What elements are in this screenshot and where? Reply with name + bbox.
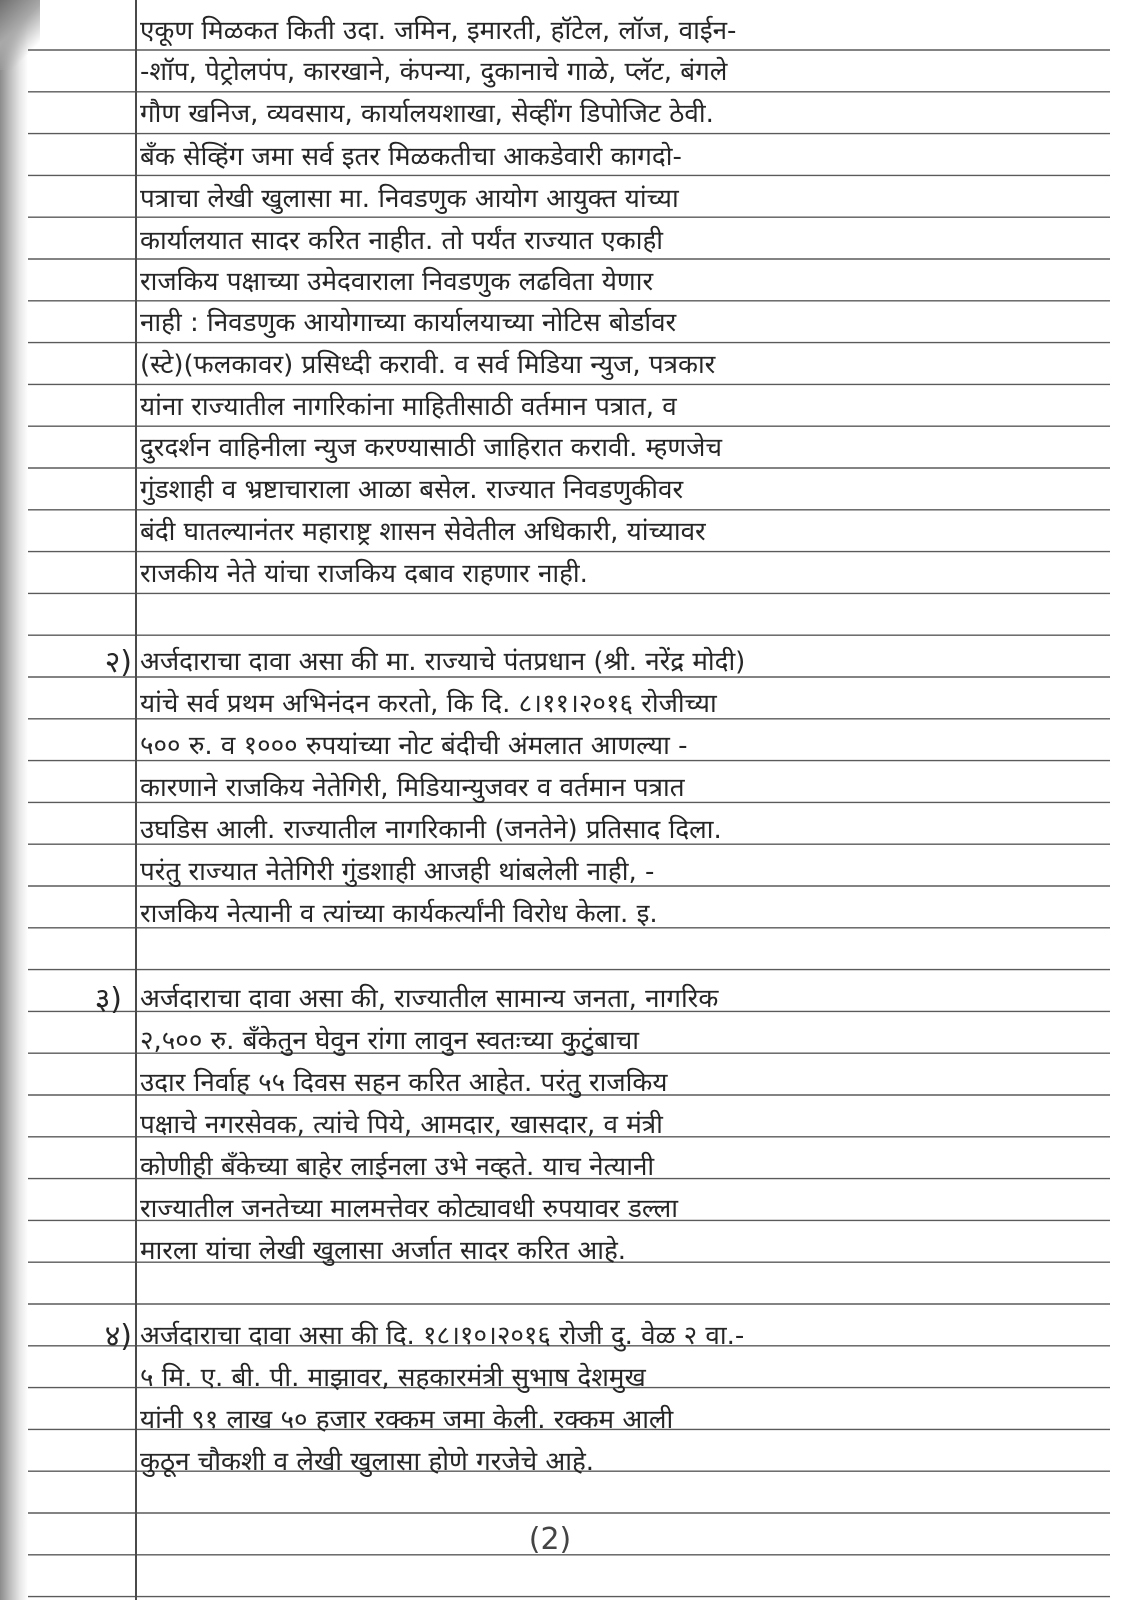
text-line: राजकिय पक्षाच्या उमेदवाराला निवडणुक लढविता येणार [140, 267, 654, 297]
text-line: उघडिस आली. राज्यातील नागरिकानी (जनतेने) प्रतिसाद दिला. [140, 815, 722, 845]
text-line: कारणाने राजकिय नेतेगिरी, मिडियान्युजवर व वर्तमान पत्रात [140, 773, 685, 803]
text-line: राजकिय नेत्यानी व त्यांच्या कार्यकर्त्यांनी विरोध केला. इ. [140, 899, 658, 929]
text-line: यांना राज्यातील नागरिकांना माहितीसाठी वर्तमान पत्रात, व [140, 392, 677, 422]
text-line: यांनी ९१ लाख ५० हजार रक्कम जमा केली. रक्कम आली [140, 1405, 674, 1435]
text-line: अर्जदाराचा दावा असा की दि. १८।१०।२०१६ रोजी दु. वेळ २ वा.- [140, 1321, 745, 1351]
text-line: दुरदर्शन वाहिनीला न्युज करण्यासाठी जाहिरात करावी. म्हणजेच [140, 433, 722, 463]
text-line: गुंडशाही व भ्रष्टाचाराला आळा बसेल. राज्यात निवडणुकीवर [140, 475, 684, 505]
text-line: मारला यांचा लेखी खुलासा अर्जात सादर करित आहे. [140, 1236, 627, 1266]
text-line: २,५०० रु. बँकेतुन घेवुन रांगा लावुन स्वतःच्या कुटुंबाचा [140, 1026, 639, 1056]
text-line: अर्जदाराचा दावा असा की मा. राज्याचे पंतप्रधान (श्री. नरेंद्र मोदी) [140, 647, 746, 677]
text-line: -शॉप, पेट्रोलपंप, कारखाने, कंपन्या, दुकानाचे गाळे, प्लॅट, बंगले [140, 57, 728, 87]
text-line: कुठून चौकशी व लेखी खुलासा होणे गरजेचे आहे. [140, 1447, 595, 1477]
text-line: उदार निर्वाह ५५ दिवस सहन करित आहेत. परंतु राजकिय [140, 1068, 668, 1098]
text-line: गौण खनिज, व्यवसाय, कार्यालयशाखा, सेव्हींग डिपोजिट ठेवी. [140, 99, 714, 129]
text-line: कार्यालयात सादर करित नाहीत. तो पर्यंत राज्यात एकाही [140, 226, 664, 256]
text-line: नाही : निवडणुक आयोगाच्या कार्यालयाच्या नोटिस बोर्डावर [140, 308, 677, 338]
text-line: ५ मि. ए. बी. पी. माझावर, सहकारमंत्री सुभाष देशमुख [140, 1363, 646, 1393]
text-line: राजकीय नेते यांचा राजकिय दबाव राहणार नाही. [140, 559, 588, 589]
text-line: परंतु राज्यात नेतेगिरी गुंडशाही आजही थांबलेली नाही, - [140, 857, 655, 887]
text-line: एकूण मिळकत किती उदा. जमिन, इमारती, हॉटेल, लॉज, वाईन- [140, 16, 737, 46]
text-line: (स्टे)(फलकावर) प्रसिध्दी करावी. व सर्व मिडिया न्युज, पत्रकार [140, 350, 716, 380]
text-line: यांचे सर्व प्रथम अभिनंदन करतो, कि दि. ८।११।२०१६ रोजीच्या [140, 689, 717, 719]
paragraph-number: ४) [104, 1319, 132, 1354]
text-line: पत्राचा लेखी खुलासा मा. निवडणुक आयोग आयुक्त यांच्या [140, 184, 679, 214]
text-line: बँक सेव्हिंग जमा सर्व इतर मिळकतीचा आकडेवारी कागदो- [140, 142, 682, 172]
text-line: ५०० रु. व १००० रुपयांच्या नोट बंदीची अंमलात आणल्या - [140, 731, 688, 761]
paragraph-number: ३) [94, 982, 122, 1017]
page-number: (2) [528, 1522, 572, 1557]
text-line: राज्यातील जनतेच्या मालमत्तेवर कोट्यावधी रुपयावर डल्ला [140, 1194, 678, 1224]
text-line: अर्जदाराचा दावा असा की, राज्यातील सामान्य जनता, नागरिक [140, 984, 719, 1014]
text-line: पक्षाचे नगरसेवक, त्यांचे पिये, आमदार, खासदार, व मंत्री [140, 1110, 663, 1140]
paragraph-number: २) [104, 645, 132, 680]
text-line: बंदी घातल्यानंतर महाराष्ट्र शासन सेवेतील अधिकारी, यांच्यावर [140, 517, 706, 547]
text-line: कोणीही बँकेच्या बाहेर लाईनला उभे नव्हते. याच नेत्यानी [140, 1152, 655, 1182]
